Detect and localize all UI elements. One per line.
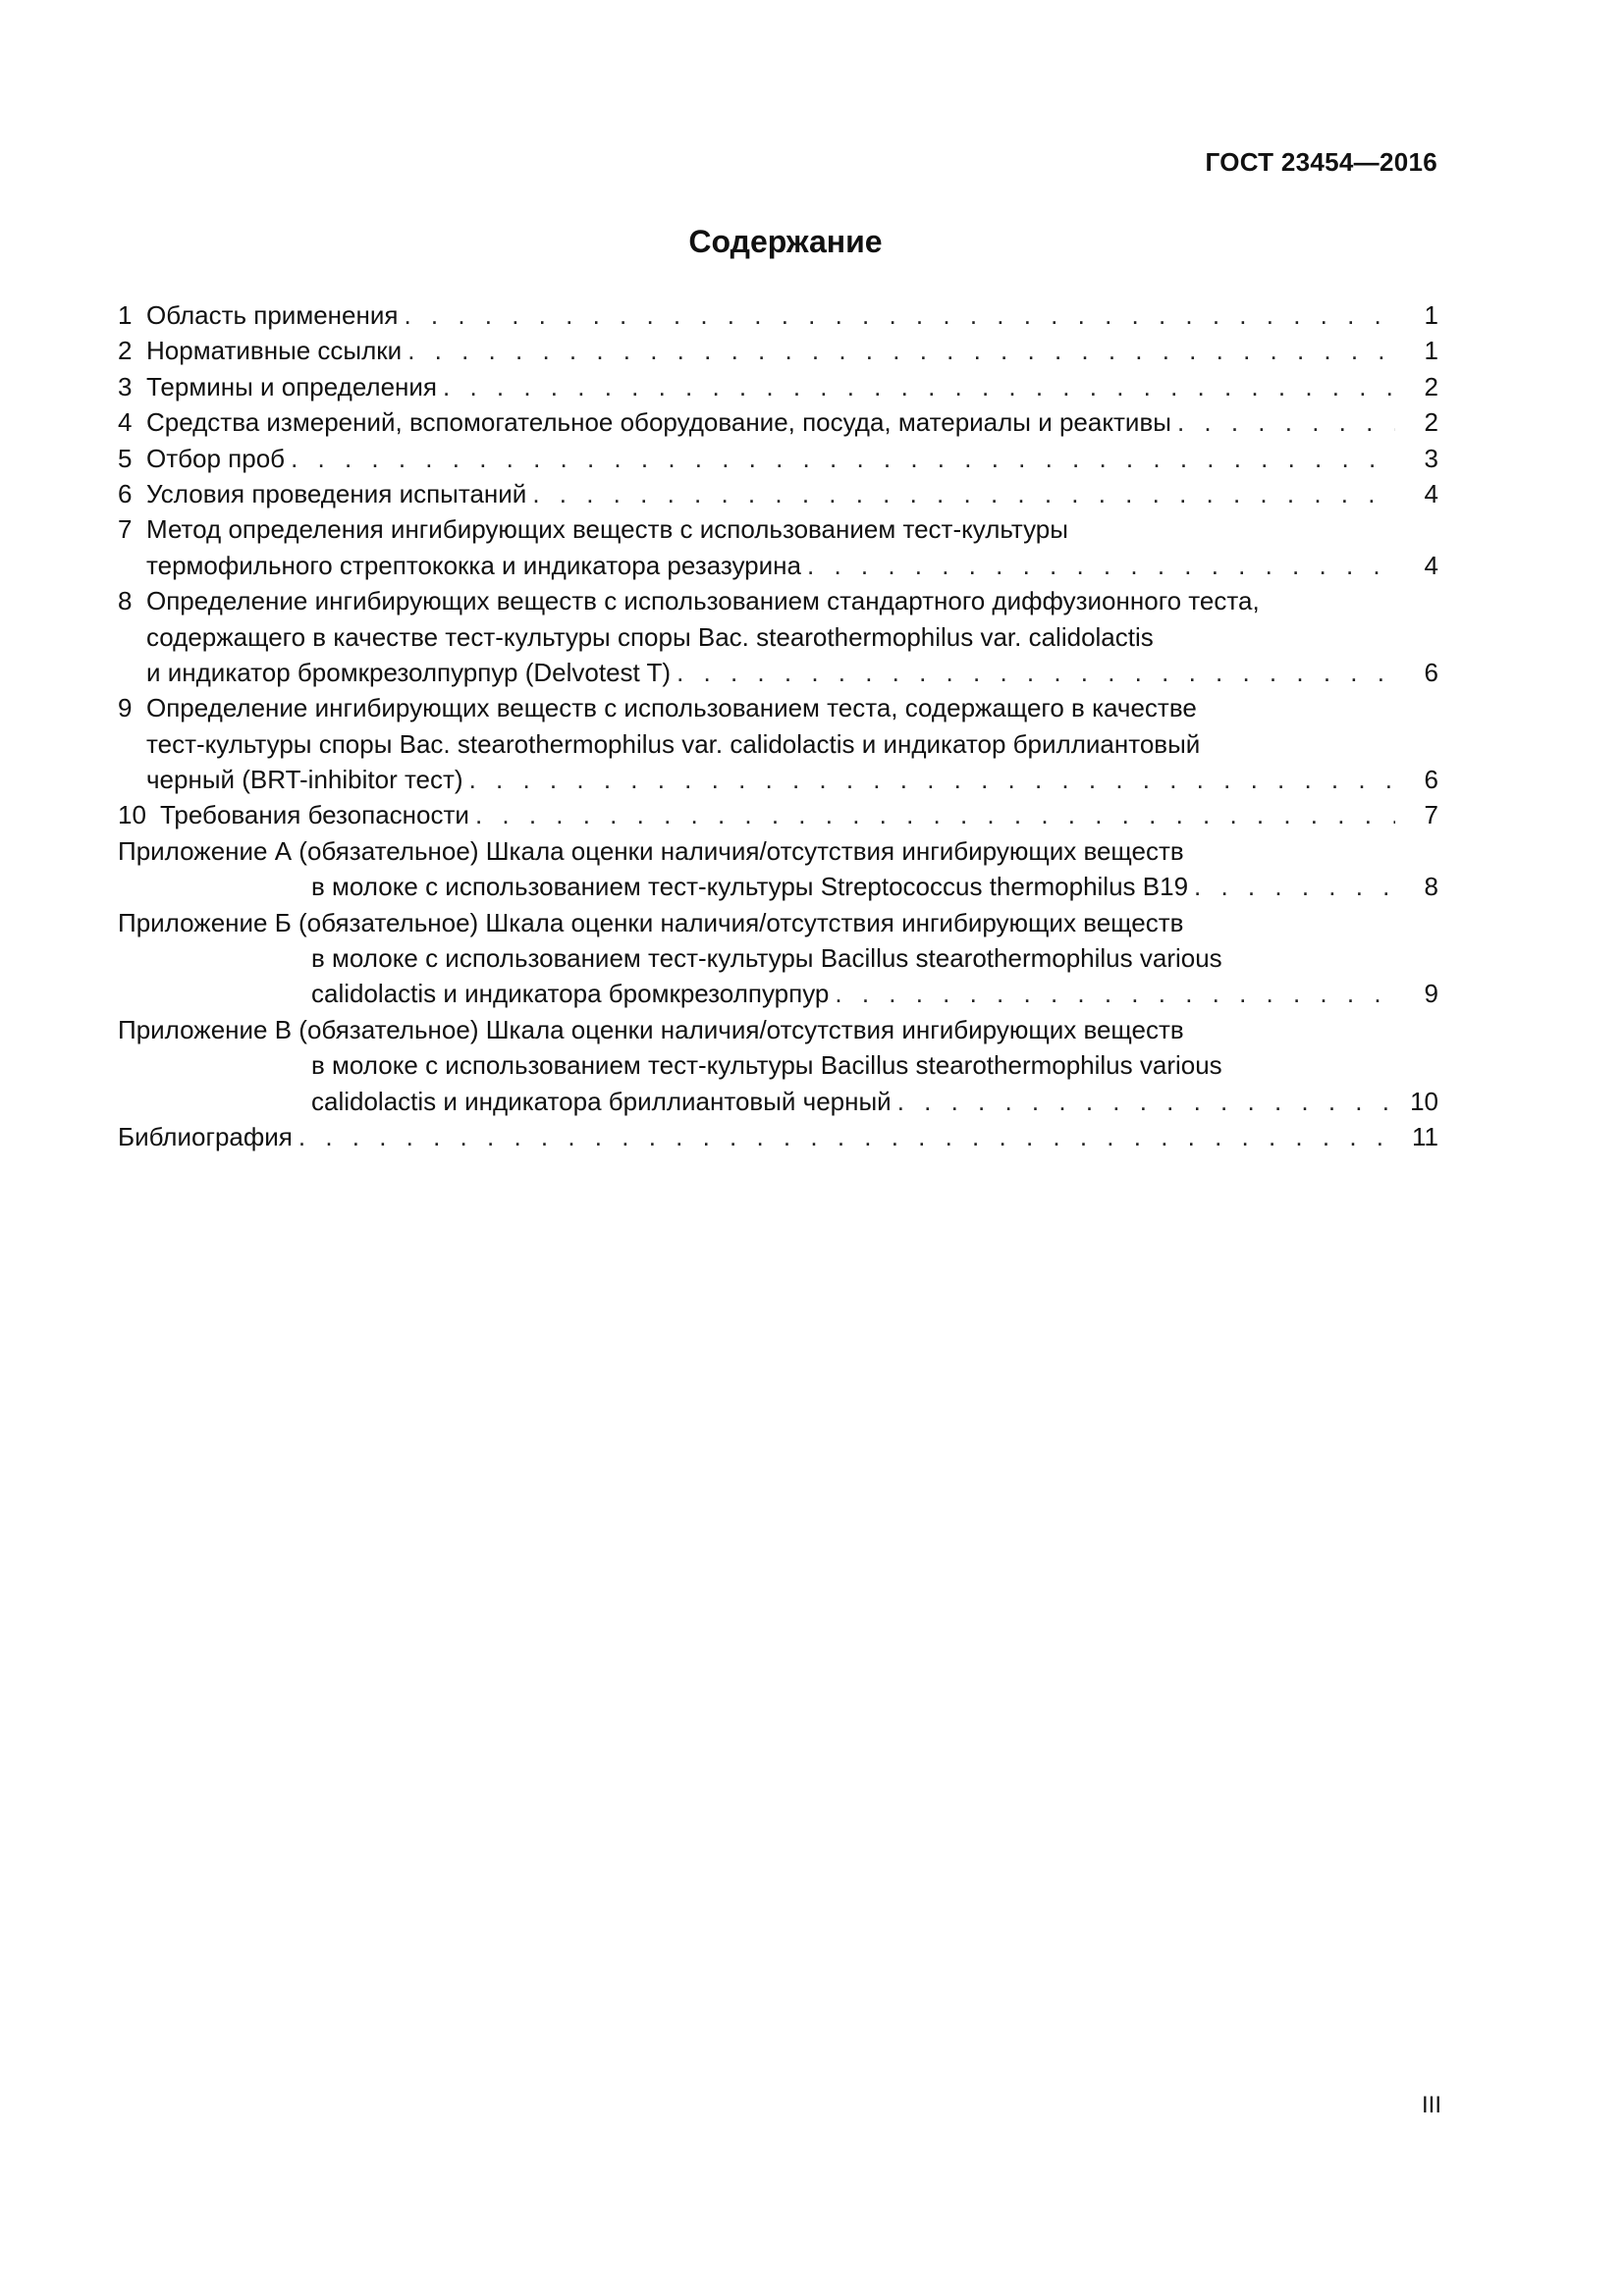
- toc-entry-title: Отбор проб: [146, 443, 286, 473]
- toc-entry-4[interactable]: [118, 404, 1438, 440]
- toc-entry-title-continuation: тест-культуры споры Bac. stearothermophilus var. calidolactis и индикатор бриллиантовый: [146, 728, 1201, 759]
- toc-entry-page: 8: [1424, 872, 1438, 902]
- toc-entry-title: Нормативные ссылки: [146, 336, 403, 366]
- toc-entry-number: 6: [118, 478, 133, 508]
- dot-leader: [1177, 404, 1395, 440]
- dot-leader: [469, 762, 1395, 797]
- toc-entry-title: Приложение Б (обязательное) Шкала оценки наличия/отсутствия ингибирующих веществ: [118, 907, 1184, 937]
- toc-entry-title: Приложение А (обязательное) Шкала оценки наличия/отсутствия ингибирующих веществ: [118, 835, 1184, 866]
- toc-entry-9-continuation[interactable]: [118, 726, 1438, 762]
- toc-entry-appendix-v[interactable]: [118, 1012, 1438, 1047]
- toc-entry-8[interactable]: [118, 583, 1438, 618]
- page-number: III: [1421, 2092, 1441, 2118]
- toc-entry-title-continuation: calidolactis и индикатора бриллиантовый черный: [311, 1086, 892, 1116]
- toc-entry-title-continuation: в молоке с использованием тест-культуры Bacillus stearothermophilus various: [311, 1050, 1222, 1081]
- toc-entry-number: 3: [118, 371, 133, 401]
- toc-entry-title: Определение ингибирующих веществ с использованием стандартного диффузионного теста,: [146, 586, 1260, 616]
- toc-entry-title: Термины и определения: [146, 371, 438, 401]
- toc-entry-page: 1: [1424, 300, 1438, 330]
- toc-entry-appendix-v-continuation[interactable]: [118, 1047, 1438, 1083]
- toc-entry-title: Условия проведения испытаний: [146, 478, 527, 508]
- dot-leader: [291, 441, 1395, 476]
- toc-entry-number: 8: [118, 586, 133, 616]
- toc-entry-title: Метод определения ингибирующих веществ с использованием тест-культуры: [146, 514, 1068, 545]
- dot-leader: [835, 976, 1395, 1011]
- toc-entry-page: 6: [1424, 765, 1438, 795]
- toc-entry-title: Область применения: [146, 300, 399, 330]
- toc-entry-number: 9: [118, 693, 133, 723]
- toc-entry-number: 2: [118, 336, 133, 366]
- toc-entry-title: Приложение В (обязательное) Шкала оценки наличия/отсутствия ингибирующих веществ: [118, 1014, 1184, 1044]
- toc-entry-number: 1: [118, 300, 133, 330]
- toc-entry-8-continuation[interactable]: [118, 619, 1438, 655]
- toc-entry-title: Определение ингибирующих веществ с использованием теста, содержащего в качестве: [146, 693, 1197, 723]
- toc-entry-title-continuation: термофильного стрептококка и индикатора резазурина: [146, 550, 801, 580]
- toc-entry-page: 6: [1424, 657, 1438, 687]
- toc-entry-appendix-b-continuation[interactable]: [118, 976, 1438, 1011]
- toc-entry-appendix-v-continuation[interactable]: [118, 1084, 1438, 1119]
- toc-entry-appendix-a-continuation[interactable]: [118, 869, 1438, 904]
- toc-entry-page: 7: [1424, 800, 1438, 830]
- toc-entry-title: Библиография: [118, 1121, 293, 1151]
- dot-leader: [298, 1119, 1395, 1154]
- toc-entry-title-continuation: черный (BRT-inhibitor тест): [146, 765, 463, 795]
- toc-entry-page: 4: [1424, 550, 1438, 580]
- dot-leader: [1194, 869, 1395, 904]
- toc-entry-bibliography[interactable]: [118, 1119, 1438, 1154]
- table-of-contents: [118, 297, 1438, 1154]
- toc-entry-appendix-a[interactable]: [118, 833, 1438, 869]
- toc-entry-title-continuation: и индикатор бромкрезолпурпур (Delvotest T): [146, 657, 672, 687]
- toc-entry-page: 2: [1424, 407, 1438, 438]
- toc-entry-page: 9: [1424, 979, 1438, 1009]
- toc-entry-number: 10: [118, 800, 146, 830]
- toc-entry-8-continuation[interactable]: [118, 655, 1438, 690]
- toc-entry-page: 2: [1424, 371, 1438, 401]
- toc-entry-page: 10: [1410, 1086, 1438, 1116]
- dot-leader: [677, 655, 1395, 690]
- toc-entry-appendix-b-continuation[interactable]: [118, 940, 1438, 976]
- toc-entry-page: 3: [1424, 443, 1438, 473]
- toc-entry-title-continuation: calidolactis и индикатора бромкрезолпурпур: [311, 979, 830, 1009]
- toc-entry-page: 1: [1424, 336, 1438, 366]
- toc-entry-title-continuation: содержащего в качестве тест-культуры споры Bac. stearothermophilus var. calidolactis: [146, 621, 1154, 652]
- dot-leader: [475, 797, 1395, 832]
- toc-title: Содержание: [688, 224, 883, 259]
- toc-entry-7[interactable]: [118, 511, 1438, 547]
- toc-entry-10[interactable]: [118, 797, 1438, 832]
- toc-entry-title: Средства измерений, вспомогательное оборудование, посуда, материалы и реактивы: [146, 407, 1171, 438]
- toc-entry-7-continuation[interactable]: [118, 548, 1438, 583]
- toc-entry-title-continuation: в молоке с использованием тест-культуры Streptococcus thermophilus B19: [311, 872, 1189, 902]
- dot-leader: [404, 297, 1395, 333]
- document-code: ГОСТ 23454—2016: [1205, 147, 1437, 177]
- toc-entry-1[interactable]: [118, 297, 1438, 333]
- dot-leader: [443, 369, 1395, 404]
- toc-entry-number: 5: [118, 443, 133, 473]
- toc-entry-5[interactable]: [118, 441, 1438, 476]
- toc-entry-6[interactable]: [118, 476, 1438, 511]
- toc-entry-number: 7: [118, 514, 133, 545]
- toc-entry-9[interactable]: [118, 690, 1438, 725]
- toc-entry-page: 4: [1424, 478, 1438, 508]
- toc-entry-2[interactable]: [118, 333, 1438, 368]
- toc-entry-9-continuation[interactable]: [118, 762, 1438, 797]
- dot-leader: [407, 333, 1395, 368]
- dot-leader: [897, 1084, 1395, 1119]
- toc-entry-title-continuation: в молоке с использованием тест-культуры Bacillus stearothermophilus various: [311, 943, 1222, 974]
- toc-entry-appendix-b[interactable]: [118, 905, 1438, 940]
- toc-entry-3[interactable]: [118, 369, 1438, 404]
- toc-entry-page: 11: [1412, 1121, 1438, 1151]
- toc-entry-number: 4: [118, 407, 133, 438]
- toc-entry-title: Требования безопасности: [160, 800, 469, 830]
- dot-leader: [532, 476, 1395, 511]
- dot-leader: [807, 548, 1395, 583]
